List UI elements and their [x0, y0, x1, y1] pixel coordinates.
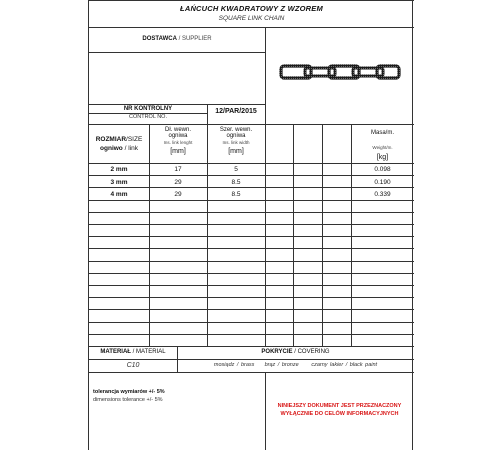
col-line-5: [322, 124, 323, 346]
supplier-separator: /: [178, 36, 181, 42]
row-2-size: 3 mm: [110, 179, 128, 186]
row-3-mass: 0.339: [374, 191, 391, 198]
length-header-line2: ogniwa: [168, 133, 188, 139]
length-header-line1: Dł. wewn.: [164, 127, 191, 133]
covering-label: POKRYCIE / COVERING: [261, 349, 330, 355]
table-row-line: [89, 212, 414, 213]
mass-header-en: Weight/m.: [372, 145, 393, 150]
table-row-line: [89, 273, 414, 274]
info-note: [265, 402, 414, 418]
covering-options: [177, 362, 414, 368]
covering-option-bronze: brąz / bronze: [264, 362, 299, 368]
length-header: [149, 127, 207, 155]
row-1-length: 17: [174, 166, 182, 173]
row-1-mass: 0.098: [374, 166, 391, 173]
row-3-length: 29: [174, 191, 182, 198]
info-note-line1: NINIEJSZY DOKUMENT JEST PRZEZNACZONY: [277, 403, 402, 409]
table-row-line: [89, 322, 414, 323]
table-row-line: [89, 175, 414, 176]
length-header-unit: [mm]: [170, 147, 186, 155]
covering-label-en: COVERING: [297, 349, 330, 355]
title-english: SQUARE LINK CHAIN: [218, 15, 285, 22]
link-header-bold: ogniwo: [100, 145, 123, 152]
mass-header: [351, 130, 414, 161]
border-top: [89, 0, 414, 1]
divider-supplier: [89, 52, 265, 53]
divider-table-header: [89, 163, 414, 164]
table-row-line: [89, 297, 414, 298]
supplier-label-pl: DOSTAWCA: [142, 36, 177, 42]
col-line-2: [207, 124, 208, 346]
table-row-line: [89, 248, 414, 249]
col-line-4: [293, 124, 294, 346]
link-header-rest: / link: [122, 145, 138, 152]
row-2-length: 29: [174, 179, 182, 186]
table-row-line: [89, 261, 414, 262]
mass-header-unit: [kg]: [376, 153, 389, 161]
row-3-width: 8.5: [231, 191, 241, 198]
control-label-pl: NR KONTROLNY: [123, 106, 173, 112]
material-label: MATERIAŁ / MATERIAL: [100, 349, 166, 355]
title-polish: ŁAŃCUCH KWADRATOWY Z WZOREM: [180, 4, 323, 13]
material-label-en: MATERIAL: [136, 349, 166, 355]
covering-label-pl: POKRYCIE: [261, 349, 293, 355]
spec-sheet: [88, 0, 413, 450]
size-header-rest: /SIZE: [126, 136, 143, 143]
material-label-pl: MATERIAŁ: [100, 349, 131, 355]
table-row-line: [89, 285, 414, 286]
info-note-line2: WYŁĄCZNIE DO CELÓW INFORMACYJNYCH: [280, 411, 399, 417]
size-header-line1: [89, 136, 149, 143]
row-1-width: 5: [234, 166, 238, 173]
chain-image: [279, 62, 401, 82]
length-header-en: Ins. link lenght: [163, 140, 193, 145]
width-header-line2: ogniwa: [226, 133, 246, 139]
row-3-size: 4 mm: [110, 191, 128, 198]
tolerance-pl: tolerancja wymiarów +/- 5%: [93, 389, 165, 395]
divider-footer: [89, 372, 414, 373]
control-label-en: CONTROL NO.: [129, 114, 167, 120]
size-header-bold: ROZMIAR: [95, 136, 127, 143]
width-header-line1: Szer. wewn.: [219, 127, 253, 133]
row-2-mass: 0.190: [374, 179, 391, 186]
table-row-line: [89, 309, 414, 310]
divider-material: [89, 359, 414, 360]
divider-v-supplier: [265, 27, 266, 124]
divider-title: [89, 27, 414, 28]
table-row-line: [89, 224, 414, 225]
size-header-line2: [89, 145, 149, 152]
table-row-line: [89, 236, 414, 237]
covering-option-black-paint: czarny lakier / black paint: [311, 362, 378, 368]
divider-control: [89, 104, 265, 105]
col-line-3: [265, 124, 266, 346]
width-header-unit: [mm]: [228, 147, 244, 155]
width-header: [207, 127, 265, 155]
mass-header-pl: Masa/m.: [370, 130, 394, 136]
row-1-size: 2 mm: [110, 166, 128, 173]
covering-option-brass: mosiądz / brass: [213, 362, 255, 368]
supplier-label: [89, 36, 265, 42]
table-row-line: [89, 200, 414, 201]
divider-table-bottom: [89, 346, 414, 347]
table-row-line: [89, 334, 414, 335]
control-number: 12/PAR/2015: [215, 108, 257, 115]
col-line-1: [149, 124, 150, 346]
tolerance-en: dimensions tolerance +/- 5%: [93, 397, 163, 403]
supplier-label-en: SUPPLIER: [181, 36, 212, 42]
row-2-width: 8.5: [231, 179, 241, 186]
divider-table-top: [89, 124, 414, 125]
material-value: C10: [126, 362, 140, 369]
width-header-en: Ins. link width: [222, 140, 250, 145]
